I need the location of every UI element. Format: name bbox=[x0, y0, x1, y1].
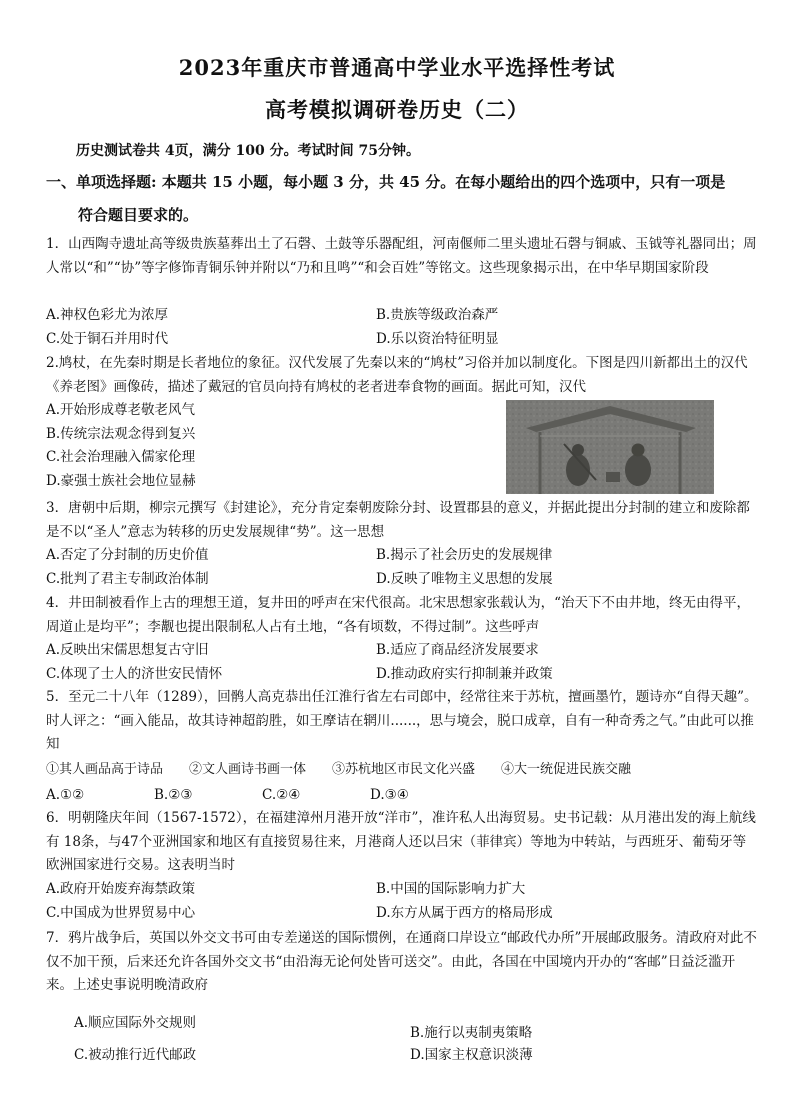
question-2-options bbox=[46, 399, 346, 493]
option-c: C.批判了君主专制政治体制 bbox=[46, 570, 209, 587]
question-5-options bbox=[46, 784, 758, 808]
item-2: ②文人画诗书画一体 bbox=[189, 762, 307, 777]
section-heading bbox=[46, 166, 756, 232]
option-b: B.揭示了社会历史的发展规律 bbox=[376, 547, 553, 563]
question-7-stem: 7．鸦片战争后，英国以外交文书可由专差递送的国际惯例，在通商口岸设立“邮政代办所”开展邮政服务。清政府对此不仅不加干预，后来还允许各国外交文书“由沿海无论何处皆可送交”。由此，各国在中国境内开办的“客邮”日益泛滥开来。上述史事说明晚清政府 bbox=[46, 930, 757, 993]
question-6-options bbox=[46, 878, 758, 925]
brick-relief-drawing bbox=[506, 400, 714, 494]
option-c: C.②④ bbox=[262, 787, 301, 803]
question-3-options bbox=[46, 544, 758, 591]
question-1-stem: 1．山西陶寺遗址高等级贵族墓葬出土了石磬、土鼓等乐器配组，河南偃师二里头遗址石磬与铜戚、玉钺等礼器同出；周人常以“和”“协”等字修饰青铜乐钟并附以“乃和且鸣”“和会百姓”等铭文。这些现象揭示出，在中华早期国家阶段 bbox=[46, 236, 757, 276]
option-d: D.反映了唯物主义思想的发展 bbox=[376, 570, 553, 587]
option-b: B.中国的国际影响力扩大 bbox=[376, 881, 526, 897]
option-a: A.神权色彩尤为浓厚 bbox=[46, 307, 169, 323]
item-1: ①其人画品高于诗品 bbox=[46, 762, 164, 777]
question-5-stem: 5．至元二十八年（1289），回鹘人高克恭出任江淮行省左右司郎中，经常往来于苏杭，擅画墨竹，题诗亦“自得天趣”。时人评之：“画入能品，故其诗神超韵胜，如王摩诘在辋川......，思与境会，脱口成章，自有一种奇秀之气。”由此可以推知 bbox=[46, 689, 758, 752]
option-a: A.否定了分封制的历史价值 bbox=[46, 547, 209, 563]
question-4-stem: 4．井田制被看作上古的理想王道，复井田的呼声在宋代很高。北宋思想家张载认为，“治天下不由井地，终无由得平，周道止是均平”；李觏也提出限制私人占有土地，“各有顷数，不得过制”。这些呼声 bbox=[46, 595, 750, 635]
option-b: B.②③ bbox=[154, 787, 193, 803]
option-c: C.社会治理融入儒家伦理 bbox=[46, 449, 196, 465]
option-b: B.适应了商品经济发展要求 bbox=[376, 642, 539, 658]
question-1-options bbox=[46, 304, 758, 351]
option-a: A.①② bbox=[46, 787, 85, 803]
option-c: C.体现了士人的济世安民情怀 bbox=[46, 665, 223, 682]
option-d: D.乐以资治特征明显 bbox=[376, 330, 499, 347]
option-c: C.中国成为世界贸易中心 bbox=[46, 904, 196, 921]
option-c: C.被动推行近代邮政 bbox=[74, 1047, 197, 1063]
option-c: C.处于铜石并用时代 bbox=[46, 330, 169, 347]
option-b: B.传统宗法观念得到复兴 bbox=[46, 425, 196, 442]
exam-subtitle: 高考模拟调研卷历史（二） bbox=[265, 97, 529, 122]
option-b: B.贵族等级政治森严 bbox=[376, 307, 499, 323]
option-d: D.推动政府实行抑制兼并政策 bbox=[376, 665, 553, 682]
section-heading-line1: 一、单项选择题: 本题共 15 小题，每小题 3 分，共 45 分。在每小题给出的四个选项中，只有一项是 bbox=[46, 173, 726, 191]
section-heading-line2: 符合题目要求的。 bbox=[78, 206, 199, 224]
exam-info: 历史测试卷共 4页，满分 100 分。考试时间 75分钟。 bbox=[76, 143, 420, 159]
question-3-stem: 3．唐朝中后期，柳宗元撰写《封建论》，充分肯定秦朝废除分封、设置郡县的意义，并据此提出分封制的建立和废除都是不以“圣人”意志为转移的历史发展规律“势”。这一思想 bbox=[46, 500, 750, 540]
option-a: A.开始形成尊老敬老风气 bbox=[46, 402, 196, 418]
item-4: ④大一统促进民族交融 bbox=[501, 762, 632, 777]
option-a: A.政府开始废弃海禁政策 bbox=[46, 881, 196, 897]
option-d: D.③④ bbox=[370, 787, 409, 803]
question-4-options bbox=[46, 639, 758, 686]
question-5-items bbox=[46, 758, 657, 782]
question-2-stem: 2.鸠杖，在先秦时期是长者地位的象征。汉代发展了先秦以来的“鸠杖”习俗并加以制度化。下图是四川新都出土的汉代《养老图》画像砖，描述了戴冠的官员向持有鸠杖的老者进奉食物的画面。据此可知，汉代 bbox=[46, 355, 748, 395]
option-a: A.顺应国际外交规则 bbox=[74, 1015, 197, 1031]
option-b: B.施行以夷制夷策略 bbox=[410, 1025, 533, 1041]
option-d: D.东方从属于西方的格局形成 bbox=[376, 904, 553, 921]
exam-title: 2023年重庆市普通高中学业水平选择性考试 bbox=[178, 55, 616, 80]
option-d: D.豪强士族社会地位显赫 bbox=[46, 472, 196, 489]
question-6-stem: 6．明朝隆庆年间（1567-1572），在福建漳州月港开放“洋市”，准许私人出海贸易。史书记载：从月港出发的海上航线有 18条，与47个亚洲国家和地区有直接贸易往来，月港商人还以吕宋（菲律宾）等地为中转站，与西班牙、葡萄牙等欧洲国家进行交易。这表明当时 bbox=[46, 810, 756, 873]
item-3: ③苏杭地区市民文化兴盛 bbox=[332, 762, 476, 777]
option-a: A.反映出宋儒思想复古守旧 bbox=[46, 642, 209, 658]
yanglao-brick-image bbox=[506, 400, 714, 494]
option-d: D.国家主权意识淡薄 bbox=[410, 1047, 533, 1063]
